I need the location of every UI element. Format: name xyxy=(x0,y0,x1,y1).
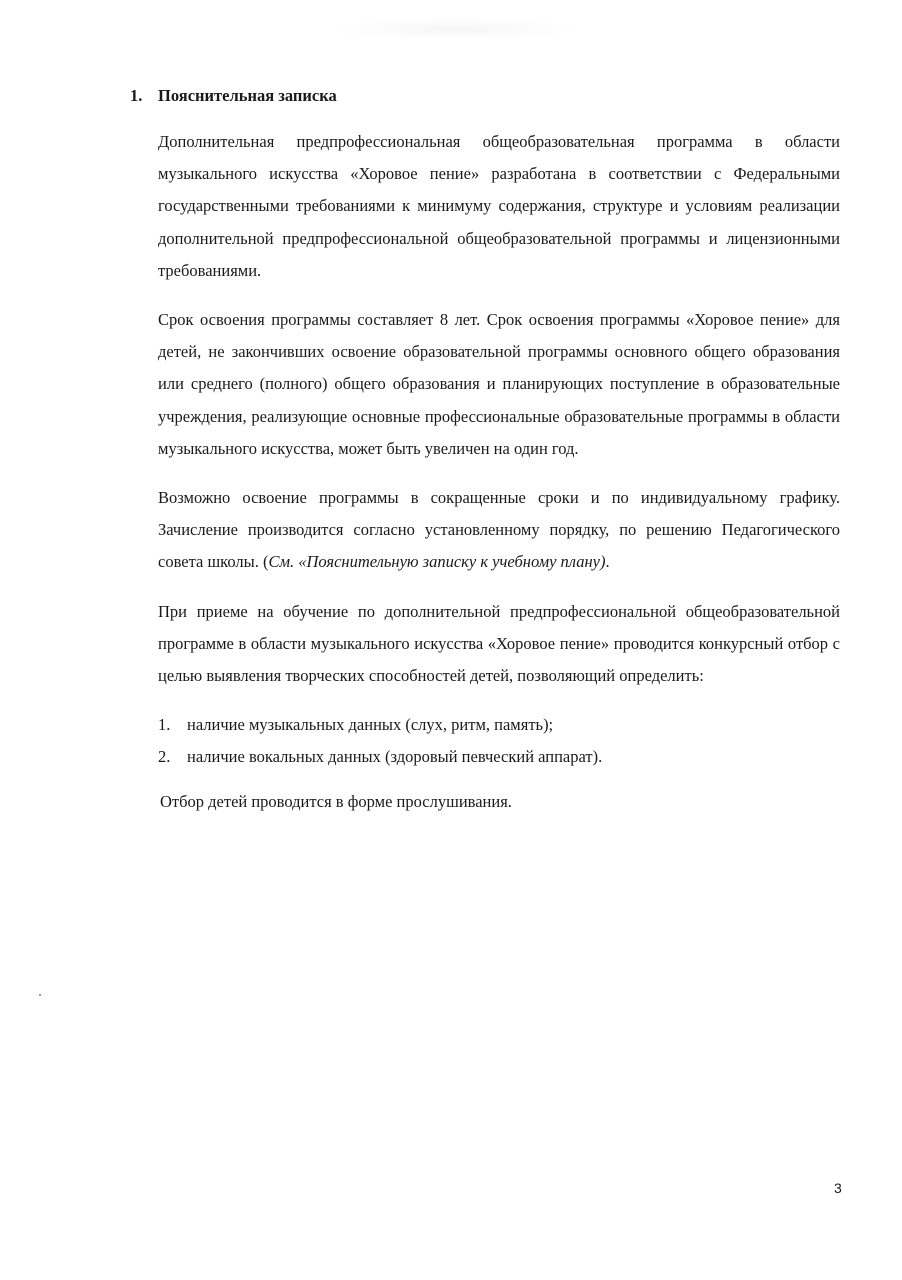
section-heading xyxy=(130,84,902,108)
section-title: Пояснительная записка xyxy=(158,86,337,105)
paragraph-study-duration: Срок освоения программы составляет 8 лет. Срок освоения программы «Хоровое пение» для детей, не закончивших освоение образовательной программы основного общего образования или среднего (полного) общего образования и планирующих поступление в образовательные учреждения, реализующие основные профессиональные образовательные программы в области музыкального искусства, может быть увеличен на один год. xyxy=(158,310,840,458)
page-content xyxy=(0,84,902,818)
paragraph-selection-form: Отбор детей проводится в форме прослушивания. xyxy=(160,791,512,811)
paragraph-program-basis: Дополнительная предпрофессиональная общеобразовательная программа в области музыкального искусства «Хоровое пение» разработана в соответствии с Федеральными государственными требованиями к минимуму содержания, структуре и условиям реализации дополнительной предпрофессиональной общеобразовательной программы и лицензионными требованиями. xyxy=(158,132,840,280)
list-item xyxy=(158,709,840,741)
enrollment-text: Возможно освоение программы в сокращенные сроки и по индивидуальному графику. Зачисление производится согласно установленному порядку, по решению Педагогического совета школы. ( xyxy=(158,488,840,572)
list-item-number: 1. xyxy=(158,715,171,735)
list-item xyxy=(158,741,840,773)
list-item-text: наличие вокальных данных (здоровый певческий аппарат). xyxy=(187,747,603,767)
enrollment-tail: . xyxy=(605,552,610,572)
section-number: 1. xyxy=(130,86,143,105)
page-number: 3 xyxy=(834,1180,842,1196)
explanatory-note-reference: См. «Пояснительную записку к учебному плану) xyxy=(268,552,606,572)
list-item-number: 2. xyxy=(158,747,171,767)
selection-criteria-list xyxy=(158,709,840,773)
list-item-text: наличие музыкальных данных (слух, ритм, память); xyxy=(187,715,554,735)
paragraph-admission: При приеме на обучение по дополнительной предпрофессиональной общеобразовательной программе в области музыкального искусства «Хоровое пение» проводится конкурсный отбор с целью выявления творческих способностей детей, позволяющий определить: xyxy=(158,601,840,686)
paragraph-enrollment xyxy=(158,482,840,579)
scan-artifact xyxy=(330,18,580,40)
scan-speck xyxy=(39,994,41,996)
